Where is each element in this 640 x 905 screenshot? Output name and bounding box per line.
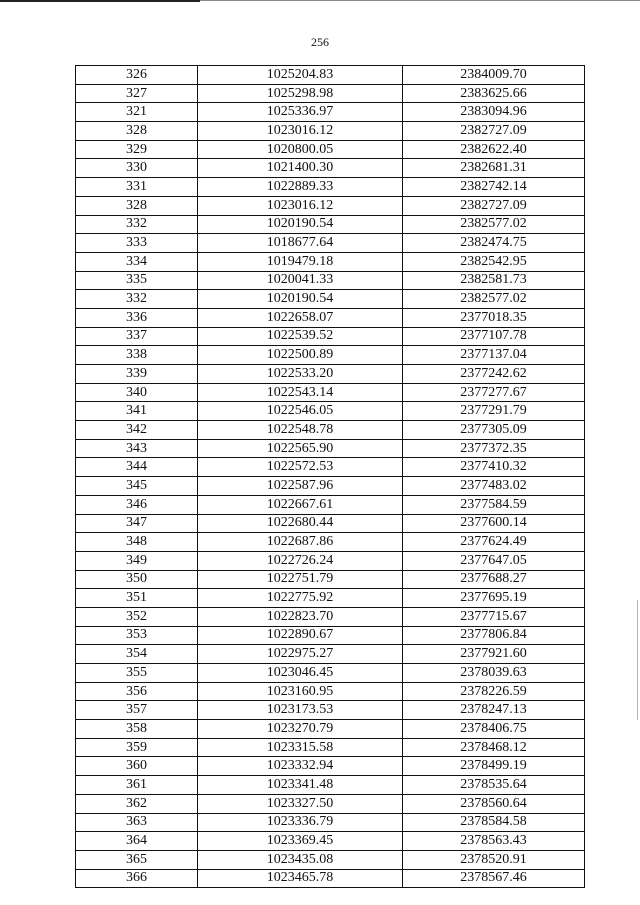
table-row bbox=[76, 607, 585, 626]
point-number-cell: 365 bbox=[76, 850, 198, 869]
point-number-cell: 327 bbox=[76, 84, 198, 103]
table-row bbox=[76, 159, 585, 178]
x-coordinate-cell: 1023315.58 bbox=[198, 738, 403, 757]
y-coordinate-cell: 2382474.75 bbox=[403, 234, 585, 253]
y-coordinate-cell: 2378567.46 bbox=[403, 869, 585, 888]
point-number-cell: 328 bbox=[76, 122, 198, 141]
x-coordinate-cell: 1022751.79 bbox=[198, 570, 403, 589]
table-row bbox=[76, 84, 585, 103]
x-coordinate-cell: 1023270.79 bbox=[198, 720, 403, 739]
y-coordinate-cell: 2378560.64 bbox=[403, 794, 585, 813]
point-number-cell: 349 bbox=[76, 551, 198, 570]
table-row bbox=[76, 850, 585, 869]
table-row bbox=[76, 140, 585, 159]
coordinates-table bbox=[75, 65, 585, 888]
x-coordinate-cell: 1019479.18 bbox=[198, 252, 403, 271]
table-row bbox=[76, 439, 585, 458]
point-number-cell: 336 bbox=[76, 308, 198, 327]
x-coordinate-cell: 1022658.07 bbox=[198, 308, 403, 327]
x-coordinate-cell: 1023332.94 bbox=[198, 757, 403, 776]
table-row bbox=[76, 757, 585, 776]
table-row bbox=[76, 402, 585, 421]
y-coordinate-cell: 2377624.49 bbox=[403, 533, 585, 552]
x-coordinate-cell: 1023327.50 bbox=[198, 794, 403, 813]
table-row bbox=[76, 327, 585, 346]
x-coordinate-cell: 1021400.30 bbox=[198, 159, 403, 178]
point-number-cell: 334 bbox=[76, 252, 198, 271]
point-number-cell: 356 bbox=[76, 682, 198, 701]
y-coordinate-cell: 2377291.79 bbox=[403, 402, 585, 421]
point-number-cell: 364 bbox=[76, 832, 198, 851]
y-coordinate-cell: 2378499.19 bbox=[403, 757, 585, 776]
x-coordinate-cell: 1022775.92 bbox=[198, 589, 403, 608]
x-coordinate-cell: 1023369.45 bbox=[198, 832, 403, 851]
x-coordinate-cell: 1022546.05 bbox=[198, 402, 403, 421]
table-row bbox=[76, 365, 585, 384]
y-coordinate-cell: 2377921.60 bbox=[403, 645, 585, 664]
point-number-cell: 328 bbox=[76, 196, 198, 215]
point-number-cell: 342 bbox=[76, 421, 198, 440]
point-number-cell: 351 bbox=[76, 589, 198, 608]
table-row bbox=[76, 738, 585, 757]
point-number-cell: 330 bbox=[76, 159, 198, 178]
y-coordinate-cell: 2377372.35 bbox=[403, 439, 585, 458]
point-number-cell: 346 bbox=[76, 495, 198, 514]
point-number-cell: 350 bbox=[76, 570, 198, 589]
x-coordinate-cell: 1023046.45 bbox=[198, 664, 403, 683]
table-row bbox=[76, 308, 585, 327]
x-coordinate-cell: 1025336.97 bbox=[198, 103, 403, 122]
y-coordinate-cell: 2383094.96 bbox=[403, 103, 585, 122]
y-coordinate-cell: 2382727.09 bbox=[403, 196, 585, 215]
x-coordinate-cell: 1023016.12 bbox=[198, 122, 403, 141]
scan-top-border bbox=[0, 0, 200, 2]
y-coordinate-cell: 2384009.70 bbox=[403, 66, 585, 85]
point-number-cell: 332 bbox=[76, 290, 198, 309]
y-coordinate-cell: 2382577.02 bbox=[403, 290, 585, 309]
x-coordinate-cell: 1022500.89 bbox=[198, 346, 403, 365]
x-coordinate-cell: 1020190.54 bbox=[198, 290, 403, 309]
table-row bbox=[76, 533, 585, 552]
x-coordinate-cell: 1023341.48 bbox=[198, 776, 403, 795]
x-coordinate-cell: 1022667.61 bbox=[198, 495, 403, 514]
point-number-cell: 366 bbox=[76, 869, 198, 888]
point-number-cell: 332 bbox=[76, 215, 198, 234]
y-coordinate-cell: 2378584.58 bbox=[403, 813, 585, 832]
table-row bbox=[76, 252, 585, 271]
table-row bbox=[76, 570, 585, 589]
point-number-cell: 341 bbox=[76, 402, 198, 421]
point-number-cell: 335 bbox=[76, 271, 198, 290]
point-number-cell: 347 bbox=[76, 514, 198, 533]
table-row bbox=[76, 720, 585, 739]
point-number-cell: 355 bbox=[76, 664, 198, 683]
x-coordinate-cell: 1022726.24 bbox=[198, 551, 403, 570]
point-number-cell: 348 bbox=[76, 533, 198, 552]
table-row bbox=[76, 383, 585, 402]
y-coordinate-cell: 2378226.59 bbox=[403, 682, 585, 701]
y-coordinate-cell: 2377107.78 bbox=[403, 327, 585, 346]
table-row bbox=[76, 66, 585, 85]
table-row bbox=[76, 514, 585, 533]
y-coordinate-cell: 2378563.43 bbox=[403, 832, 585, 851]
x-coordinate-cell: 1018677.64 bbox=[198, 234, 403, 253]
y-coordinate-cell: 2382681.31 bbox=[403, 159, 585, 178]
table-row bbox=[76, 458, 585, 477]
x-coordinate-cell: 1022543.14 bbox=[198, 383, 403, 402]
y-coordinate-cell: 2382622.40 bbox=[403, 140, 585, 159]
y-coordinate-cell: 2377242.62 bbox=[403, 365, 585, 384]
y-coordinate-cell: 2383625.66 bbox=[403, 84, 585, 103]
page-number: 256 bbox=[311, 35, 329, 49]
y-coordinate-cell: 2377695.19 bbox=[403, 589, 585, 608]
table-row bbox=[76, 103, 585, 122]
table-row bbox=[76, 477, 585, 496]
point-number-cell: 352 bbox=[76, 607, 198, 626]
point-number-cell: 333 bbox=[76, 234, 198, 253]
x-coordinate-cell: 1022680.44 bbox=[198, 514, 403, 533]
y-coordinate-cell: 2377600.14 bbox=[403, 514, 585, 533]
x-coordinate-cell: 1022548.78 bbox=[198, 421, 403, 440]
y-coordinate-cell: 2377584.59 bbox=[403, 495, 585, 514]
y-coordinate-cell: 2378468.12 bbox=[403, 738, 585, 757]
y-coordinate-cell: 2377647.05 bbox=[403, 551, 585, 570]
y-coordinate-cell: 2378535.64 bbox=[403, 776, 585, 795]
x-coordinate-cell: 1023465.78 bbox=[198, 869, 403, 888]
x-coordinate-cell: 1022823.70 bbox=[198, 607, 403, 626]
point-number-cell: 339 bbox=[76, 365, 198, 384]
x-coordinate-cell: 1023336.79 bbox=[198, 813, 403, 832]
x-coordinate-cell: 1023435.08 bbox=[198, 850, 403, 869]
table-row bbox=[76, 495, 585, 514]
table-row bbox=[76, 682, 585, 701]
table-row bbox=[76, 794, 585, 813]
x-coordinate-cell: 1022572.53 bbox=[198, 458, 403, 477]
table-row bbox=[76, 869, 585, 888]
point-number-cell: 343 bbox=[76, 439, 198, 458]
y-coordinate-cell: 2378406.75 bbox=[403, 720, 585, 739]
point-number-cell: 331 bbox=[76, 178, 198, 197]
x-coordinate-cell: 1022687.86 bbox=[198, 533, 403, 552]
table-row bbox=[76, 421, 585, 440]
y-coordinate-cell: 2378247.13 bbox=[403, 701, 585, 720]
x-coordinate-cell: 1023016.12 bbox=[198, 196, 403, 215]
y-coordinate-cell: 2382727.09 bbox=[403, 122, 585, 141]
scan-edge-mark bbox=[637, 600, 638, 720]
point-number-cell: 360 bbox=[76, 757, 198, 776]
point-number-cell: 362 bbox=[76, 794, 198, 813]
point-number-cell: 338 bbox=[76, 346, 198, 365]
table-row bbox=[76, 215, 585, 234]
point-number-cell: 361 bbox=[76, 776, 198, 795]
x-coordinate-cell: 1020041.33 bbox=[198, 271, 403, 290]
table-row bbox=[76, 589, 585, 608]
point-number-cell: 363 bbox=[76, 813, 198, 832]
x-coordinate-cell: 1025204.83 bbox=[198, 66, 403, 85]
table-row bbox=[76, 626, 585, 645]
y-coordinate-cell: 2382742.14 bbox=[403, 178, 585, 197]
point-number-cell: 326 bbox=[76, 66, 198, 85]
y-coordinate-cell: 2377483.02 bbox=[403, 477, 585, 496]
x-coordinate-cell: 1020800.05 bbox=[198, 140, 403, 159]
table-row bbox=[76, 832, 585, 851]
point-number-cell: 354 bbox=[76, 645, 198, 664]
point-number-cell: 358 bbox=[76, 720, 198, 739]
y-coordinate-cell: 2377305.09 bbox=[403, 421, 585, 440]
point-number-cell: 340 bbox=[76, 383, 198, 402]
table-row bbox=[76, 664, 585, 683]
x-coordinate-cell: 1020190.54 bbox=[198, 215, 403, 234]
point-number-cell: 321 bbox=[76, 103, 198, 122]
table-row bbox=[76, 122, 585, 141]
table-row bbox=[76, 178, 585, 197]
x-coordinate-cell: 1022890.67 bbox=[198, 626, 403, 645]
point-number-cell: 345 bbox=[76, 477, 198, 496]
y-coordinate-cell: 2377688.27 bbox=[403, 570, 585, 589]
table-row bbox=[76, 290, 585, 309]
table-row bbox=[76, 776, 585, 795]
x-coordinate-cell: 1022975.27 bbox=[198, 645, 403, 664]
y-coordinate-cell: 2378039.63 bbox=[403, 664, 585, 683]
table-row bbox=[76, 234, 585, 253]
x-coordinate-cell: 1022533.20 bbox=[198, 365, 403, 384]
table-row bbox=[76, 346, 585, 365]
x-coordinate-cell: 1022539.52 bbox=[198, 327, 403, 346]
table-row bbox=[76, 196, 585, 215]
point-number-cell: 353 bbox=[76, 626, 198, 645]
x-coordinate-cell: 1022587.96 bbox=[198, 477, 403, 496]
table-row bbox=[76, 551, 585, 570]
y-coordinate-cell: 2382581.73 bbox=[403, 271, 585, 290]
y-coordinate-cell: 2377806.84 bbox=[403, 626, 585, 645]
y-coordinate-cell: 2382577.02 bbox=[403, 215, 585, 234]
scan-top-border-thin bbox=[200, 0, 640, 1]
x-coordinate-cell: 1025298.98 bbox=[198, 84, 403, 103]
y-coordinate-cell: 2378520.91 bbox=[403, 850, 585, 869]
table-row bbox=[76, 645, 585, 664]
point-number-cell: 329 bbox=[76, 140, 198, 159]
y-coordinate-cell: 2382542.95 bbox=[403, 252, 585, 271]
table-row bbox=[76, 701, 585, 720]
table-row bbox=[76, 813, 585, 832]
table-row bbox=[76, 271, 585, 290]
y-coordinate-cell: 2377410.32 bbox=[403, 458, 585, 477]
y-coordinate-cell: 2377277.67 bbox=[403, 383, 585, 402]
coordinates-table-body bbox=[76, 66, 585, 888]
point-number-cell: 344 bbox=[76, 458, 198, 477]
point-number-cell: 337 bbox=[76, 327, 198, 346]
point-number-cell: 359 bbox=[76, 738, 198, 757]
x-coordinate-cell: 1022565.90 bbox=[198, 439, 403, 458]
y-coordinate-cell: 2377715.67 bbox=[403, 607, 585, 626]
point-number-cell: 357 bbox=[76, 701, 198, 720]
y-coordinate-cell: 2377137.04 bbox=[403, 346, 585, 365]
y-coordinate-cell: 2377018.35 bbox=[403, 308, 585, 327]
x-coordinate-cell: 1023173.53 bbox=[198, 701, 403, 720]
x-coordinate-cell: 1023160.95 bbox=[198, 682, 403, 701]
x-coordinate-cell: 1022889.33 bbox=[198, 178, 403, 197]
